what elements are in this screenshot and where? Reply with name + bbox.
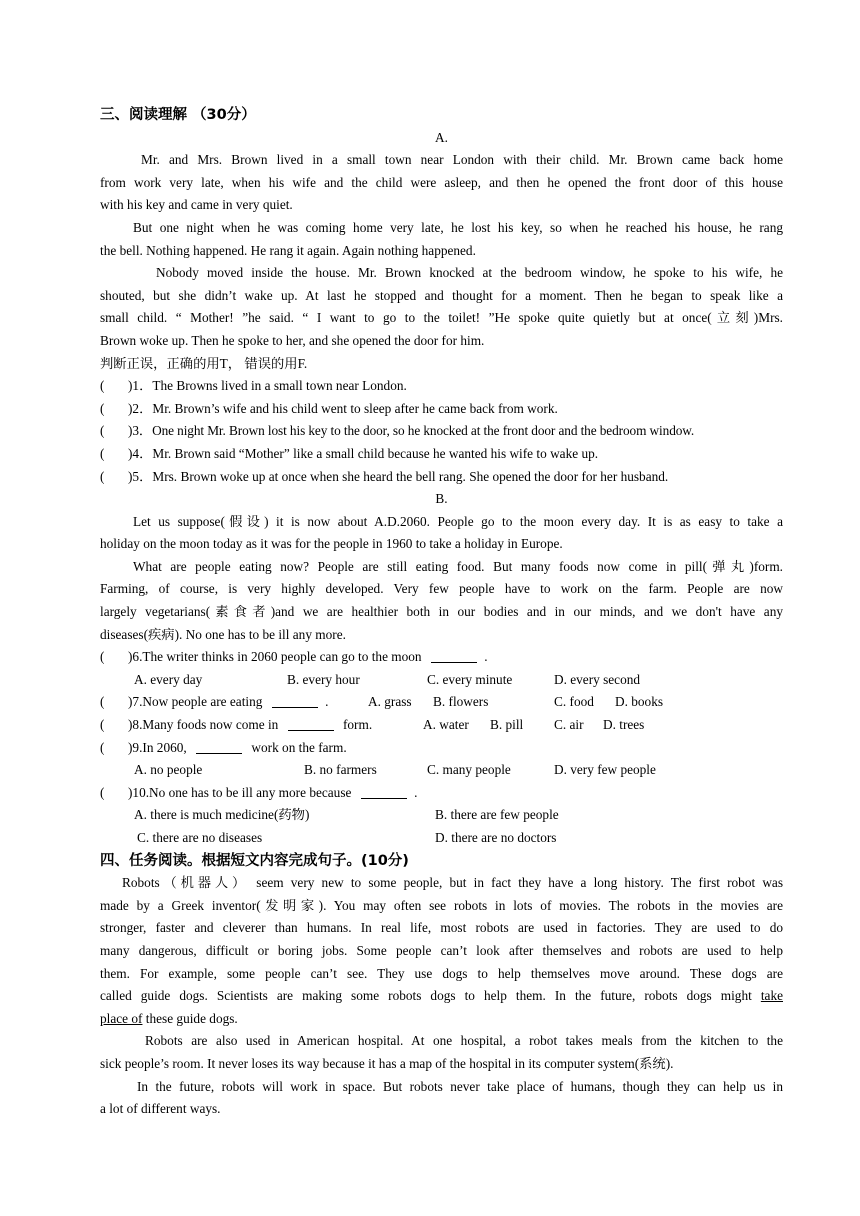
question-end: work on the farm. xyxy=(251,739,347,755)
robots-para-line: stronger, faster and cleverer than humans. In real life, most robots are used in factories. They are used to do xyxy=(100,920,783,936)
robots-para-line: many dangerous, difficult or boring jobs. Some people can’t look after themselves and robots are used to help xyxy=(100,942,783,958)
passage-b-line: holiday on the moon today as it was for the people in 1960 to take a holiday in Europe. xyxy=(100,536,563,552)
option[interactable]: D. very few people xyxy=(554,762,656,778)
underlined-phrase: place of xyxy=(100,1010,143,1026)
question-text: )4．Mr. Brown said “Mother” like a small child because he wanted his wife to wake up. xyxy=(128,445,599,461)
question-row xyxy=(100,375,783,398)
question-row xyxy=(100,646,783,669)
options-row xyxy=(100,759,783,782)
answer-blank[interactable] xyxy=(431,648,477,663)
question-row xyxy=(100,737,783,760)
answer-bracket[interactable]: ( xyxy=(100,468,105,484)
answer-bracket[interactable]: ( xyxy=(100,694,105,710)
passage-a-line: with his key and came in very quiet. xyxy=(100,197,293,213)
option[interactable]: C. food xyxy=(554,694,594,710)
option[interactable]: A. water xyxy=(423,717,469,733)
passage-a-line: Nobody moved inside the house. Mr. Brown knocked at the bedroom window, he spoke to his wife, he xyxy=(156,265,783,281)
question-text: )2．Mr. Brown’s wife and his child went to sleep after he came back from work. xyxy=(128,400,558,416)
question-text: )10.No one has to be ill any more because xyxy=(128,784,352,800)
section-3-heading: 三、阅读理解 （30分） xyxy=(100,107,256,123)
passage-a-line: from work very late, when his wife and the child were asleep, and then he opened the front door of this house xyxy=(100,174,783,190)
question-text: )6.The writer thinks in 2060 people can go to the moon xyxy=(128,649,422,665)
answer-bracket[interactable]: ( xyxy=(100,378,105,394)
option[interactable]: D. there are no doctors xyxy=(435,830,557,845)
hospital-para-line: sick people’s room. It never loses its way because it has a map of the hospital in its computer system(系统). xyxy=(100,1055,674,1071)
option[interactable]: C. air xyxy=(554,717,584,733)
option[interactable]: B. pill xyxy=(490,717,524,733)
option[interactable]: A. there is much medicine(药物) xyxy=(134,807,310,823)
question-row xyxy=(100,782,783,805)
question-end: form. xyxy=(342,717,373,733)
robots-para-line: made by a Greek inventor(发明家). You may often see robots in lots of movies. The robots in the movies are xyxy=(100,897,783,913)
future-para-line: a lot of different ways. xyxy=(100,1101,221,1117)
answer-blank[interactable] xyxy=(288,716,334,731)
option[interactable]: C. many people xyxy=(427,762,511,778)
option[interactable]: B. there are few people xyxy=(435,807,559,823)
exam-page xyxy=(100,104,783,1121)
question-row xyxy=(100,714,783,737)
options-row xyxy=(100,804,783,827)
question-end: . xyxy=(414,784,418,800)
option[interactable]: D. trees xyxy=(603,717,645,733)
option[interactable]: B. no farmers xyxy=(304,762,377,778)
question-row xyxy=(100,443,783,466)
question-text: )1．The Browns lived in a small town near London. xyxy=(128,378,407,394)
answer-bracket[interactable]: ( xyxy=(100,400,105,416)
passage-b-label: B. xyxy=(435,491,448,507)
option[interactable]: B. flowers xyxy=(433,694,489,710)
option[interactable]: A. grass xyxy=(368,694,412,710)
future-para-line: In the future, robots will work in space. But robots never take place of humans, though they can help us in xyxy=(137,1078,783,1094)
passage-a-line: Mr. and Mrs. Brown lived in a small town near London with their child. Mr. Brown came back home xyxy=(141,152,783,168)
answer-bracket[interactable]: ( xyxy=(100,423,105,439)
answer-bracket[interactable]: ( xyxy=(100,649,105,665)
question-row xyxy=(100,466,783,489)
passage-b-line: diseases(疾病). No one has to be ill any more. xyxy=(100,626,346,642)
passage-a-line: shouted, but she didn’t wake up. At last he stopped and thought for a moment. Then he began to speak like a xyxy=(100,287,783,303)
question-row xyxy=(100,691,783,714)
robots-para-text: these guide dogs. xyxy=(145,1010,238,1026)
passage-a-label: A. xyxy=(435,129,448,145)
question-row xyxy=(100,398,783,421)
question-end: . xyxy=(325,694,329,710)
options-row xyxy=(100,669,783,692)
question-row xyxy=(100,420,783,443)
option[interactable]: C. every minute xyxy=(427,671,513,687)
option[interactable]: D. every second xyxy=(554,671,641,687)
passage-a-line: But one night when he was coming home very late, he lost his key, so when he reached his house, he rang xyxy=(133,219,783,235)
question-text: )5．Mrs. Brown woke up at once when she heard the bell rang. She opened the door for her husband. xyxy=(128,468,669,484)
robots-para-line: Robots（机器人） seem very new to some people, but in fact they have a long history. The first robot was xyxy=(122,875,783,891)
option[interactable]: B. every hour xyxy=(287,671,360,687)
passage-b-line: largely vegetarians(素食者)and we are healthier both in our bodies and in our minds, and we don't have any xyxy=(100,604,783,620)
answer-bracket[interactable]: ( xyxy=(100,445,105,461)
hospital-para-line: Robots are also used in American hospital. At one hospital, a robot takes meals from the kitchen to the xyxy=(145,1033,783,1049)
passage-b-line: Farming, of course, is very highly developed. Very few people have to work on the farm. People are now xyxy=(100,581,783,597)
answer-bracket[interactable]: ( xyxy=(100,784,105,800)
passage-a-line: Brown woke up. Then he spoke to her, and she opened the door for him. xyxy=(100,332,485,348)
section-4-heading: 四、任务阅读。根据短文内容完成句子。(10分) xyxy=(100,852,409,869)
passage-a-line: the bell. Nothing happened. He rang it again. Again nothing happened. xyxy=(100,242,476,258)
answer-bracket[interactable]: ( xyxy=(100,717,105,733)
passage-b-line: Let us suppose(假设) it is now about A.D.2060. People go to the moon every day. It is as easy to take a xyxy=(133,513,783,529)
question-text: )8.Many foods now come in xyxy=(128,717,279,733)
question-text: )9.In 2060, xyxy=(128,739,187,755)
robots-para-text: called guide dogs. Scientists are making some robots dogs to help them. In the future, robots dogs might xyxy=(100,988,752,1004)
underlined-phrase: take xyxy=(760,988,783,1004)
robots-para-line xyxy=(100,1008,783,1031)
options-row xyxy=(100,827,783,850)
option[interactable]: A. every day xyxy=(134,671,203,687)
question-end: . xyxy=(484,649,488,665)
question-text: )3．One night Mr. Brown lost his key to the door, so he knocked at the front door and the bedroom window. xyxy=(128,423,695,439)
passage-a-line: small child. “ Mother! ”he said. “ I want to go to the toilet! ”He spoke quite quietly but at once(立刻)Mrs. xyxy=(100,310,783,326)
question-text: )7.Now people are eating xyxy=(128,694,263,710)
answer-blank[interactable] xyxy=(361,784,407,799)
option[interactable]: D. books xyxy=(615,694,664,710)
option[interactable]: C. there are no diseases xyxy=(137,830,263,845)
option[interactable]: A. no people xyxy=(134,762,203,778)
robots-para-line xyxy=(100,985,783,1008)
passage-b-line: What are people eating now? People are still eating food. But many foods now come in pill(弹丸)form. xyxy=(133,558,783,574)
answer-bracket[interactable]: ( xyxy=(100,739,105,755)
answer-blank[interactable] xyxy=(272,693,318,708)
answer-blank[interactable] xyxy=(196,739,242,754)
true-false-instruction: 判断正误，正确的用T， 错误的用F. xyxy=(100,355,308,371)
robots-para-line: them. For example, some people can’t see. They use dogs to help themselves move around. These dogs are xyxy=(100,965,783,981)
